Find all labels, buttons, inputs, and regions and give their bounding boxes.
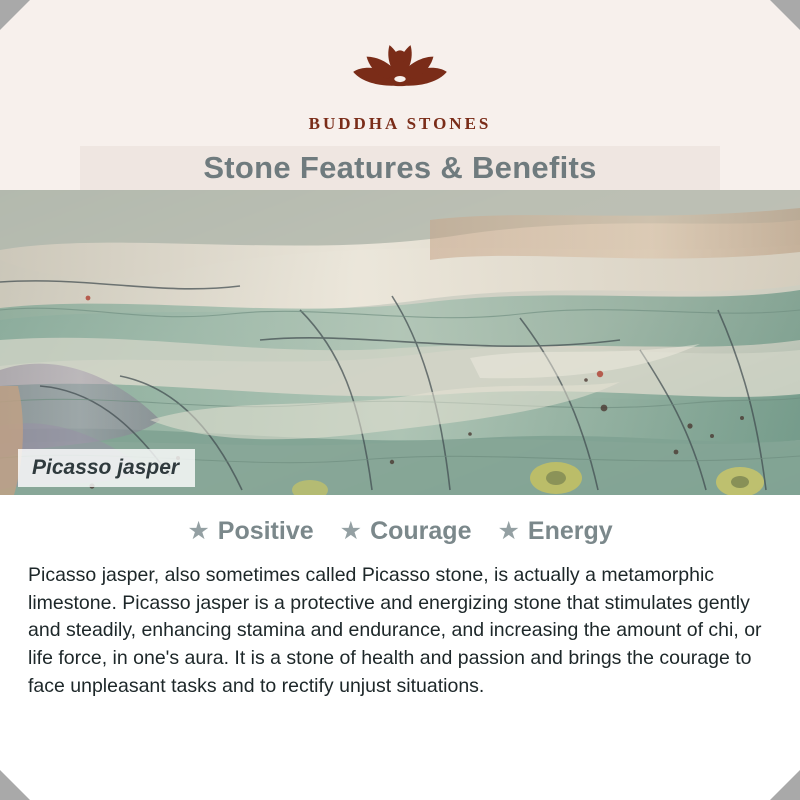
title-band <box>80 146 720 190</box>
keyword-item-energy <box>497 517 612 546</box>
keyword-label: Courage <box>370 517 472 545</box>
stone-photo <box>0 190 800 495</box>
corner-decoration-top-right <box>770 0 800 30</box>
keyword-label: Energy <box>527 517 613 545</box>
corner-decoration-bottom-left <box>0 770 30 800</box>
keyword-list <box>26 517 774 546</box>
page-title: Stone Features & Benefits <box>203 150 597 186</box>
corner-decoration-bottom-right <box>770 770 800 800</box>
star-icon: ★ <box>187 517 210 545</box>
keyword-label: Positive <box>217 517 314 545</box>
lotus-meditation-icon <box>325 26 475 110</box>
photo-caption-label: Picasso jasper <box>32 456 180 479</box>
stone-description: Picasso jasper, also sometimes called Picasso stone, is actually a metamorphic limestone. Picasso jasper is a protective and energizing stone that stimulates gently and steadily, enhancing stamina and endurance, and increasing the amount of chi, or life force, in one's aura. It is a stone of health and passion and brings the courage to face unpleasant tasks and to rectify unjust situations. <box>28 564 762 697</box>
keyword-item-positive <box>187 517 313 546</box>
keyword-item-courage <box>340 517 472 546</box>
corner-decoration-top-left <box>0 0 30 30</box>
content-section <box>0 495 800 800</box>
header <box>0 0 800 190</box>
brand-name: BUDDHA STONES <box>308 114 492 134</box>
photo-caption <box>18 449 195 487</box>
star-icon: ★ <box>497 517 520 545</box>
star-icon: ★ <box>339 517 363 545</box>
